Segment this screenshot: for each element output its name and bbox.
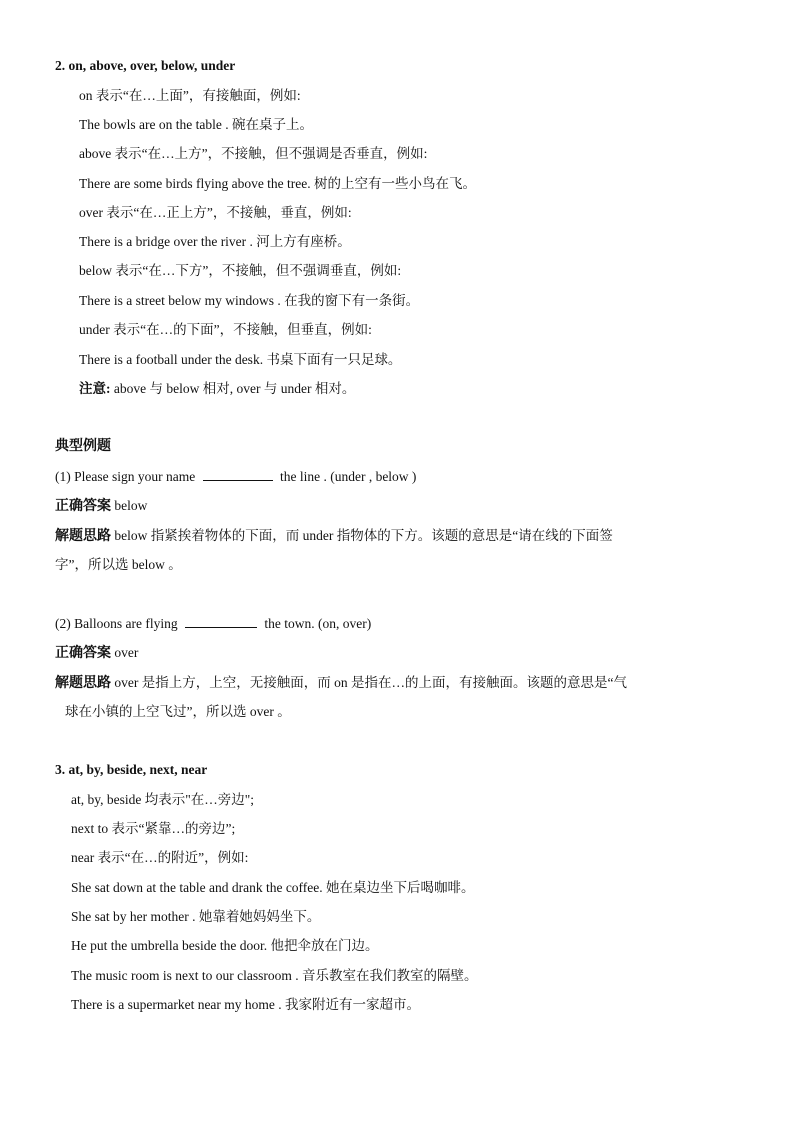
explanation-text: over 是指上方，上空，无接触面，而 on 是指在…的上面，有接触面。该题的意思是“气 [111, 675, 627, 690]
section-3-line-7: The music room is next to our classroom . 音乐教室在我们教室的隔壁。 [71, 968, 478, 983]
answer-label: 正确答案 [55, 646, 111, 661]
section-3-line-4: She sat down at the table and drank the coffee. 她在桌边坐下后喝咖啡。 [71, 880, 475, 895]
note-label: 注意: [79, 381, 111, 396]
section-3-line-8: There is a supermarket near my home . 我家附近有一家超市。 [71, 997, 421, 1012]
section-3-line-1: at, by, beside 均表示"在…旁边"; [71, 792, 255, 807]
question-2-after: the town. (on, over) [260, 616, 372, 631]
section-2-line-3: above 表示“在…上方”，不接触，但不强调是否垂直，例如: [79, 146, 428, 161]
explanation-text: below 指紧挨着物体的下面，而 under 指物体的下方。该题的意思是“请在线的下面签 [111, 528, 613, 543]
question-1-before: (1) Please sign your name [55, 469, 199, 484]
question-2-explanation [55, 674, 627, 693]
question-2 [55, 615, 371, 633]
section-2-line-2: The bowls are on the table . 碗在桌子上。 [79, 117, 313, 132]
section-3-line-5: She sat by her mother . 她靠着她妈妈坐下。 [71, 909, 321, 924]
section-2-line-9: under 表示“在…的下面”，不接触，但垂直，例如: [79, 322, 372, 337]
section-3-heading: 3. at, by, beside, next, near [55, 762, 208, 777]
answer-label: 正确答案 [55, 499, 111, 514]
section-2-line-4: There are some birds flying above the tree. 树的上空有一些小鸟在飞。 [79, 176, 477, 191]
question-2-before: (2) Balloons are flying [55, 616, 181, 631]
section-2-line-7: below 表示“在…下方”，不接触，但不强调垂直，例如: [79, 263, 402, 278]
examples-title: 典型例题 [55, 439, 111, 454]
answer-blank [185, 615, 257, 628]
section-2-line-6: There is a bridge over the river . 河上方有座桥。 [79, 234, 351, 249]
section-2-line-10: There is a football under the desk. 书桌下面有一只足球。 [79, 352, 402, 367]
question-1-explanation-cont: 字”，所以选 below 。 [55, 557, 182, 572]
section-2-line-1: on 表示“在…上面”，有接触面，例如: [79, 88, 301, 103]
section-2-note [79, 380, 355, 398]
explanation-label: 解题思路 [55, 676, 111, 691]
question-2-answer [55, 644, 138, 663]
answer-value: below [111, 498, 148, 513]
question-2-explanation-cont: 球在小镇的上空飞过”，所以选 over 。 [65, 704, 291, 719]
note-text: above 与 below 相对, over 与 under 相对。 [110, 381, 356, 396]
section-2-heading: 2. on, above, over, below, under [55, 58, 236, 73]
section-3-line-6: He put the umbrella beside the door. 他把伞放在门边。 [71, 938, 379, 953]
answer-value: over [111, 645, 139, 660]
explanation-label: 解题思路 [55, 529, 111, 544]
section-2-line-5: over 表示“在…正上方”，不接触，垂直，例如: [79, 205, 352, 220]
question-1-after: the line . (under , below ) [276, 469, 417, 484]
section-3-line-2: next to 表示“紧靠…的旁边”; [71, 821, 236, 836]
section-3-line-3: near 表示“在…的附近”，例如: [71, 850, 249, 865]
question-1-explanation [55, 527, 613, 546]
answer-blank [203, 468, 273, 481]
section-2-line-8: There is a street below my windows . 在我的窗下有一条街。 [79, 293, 420, 308]
question-1 [55, 468, 416, 486]
question-1-answer [55, 497, 147, 516]
